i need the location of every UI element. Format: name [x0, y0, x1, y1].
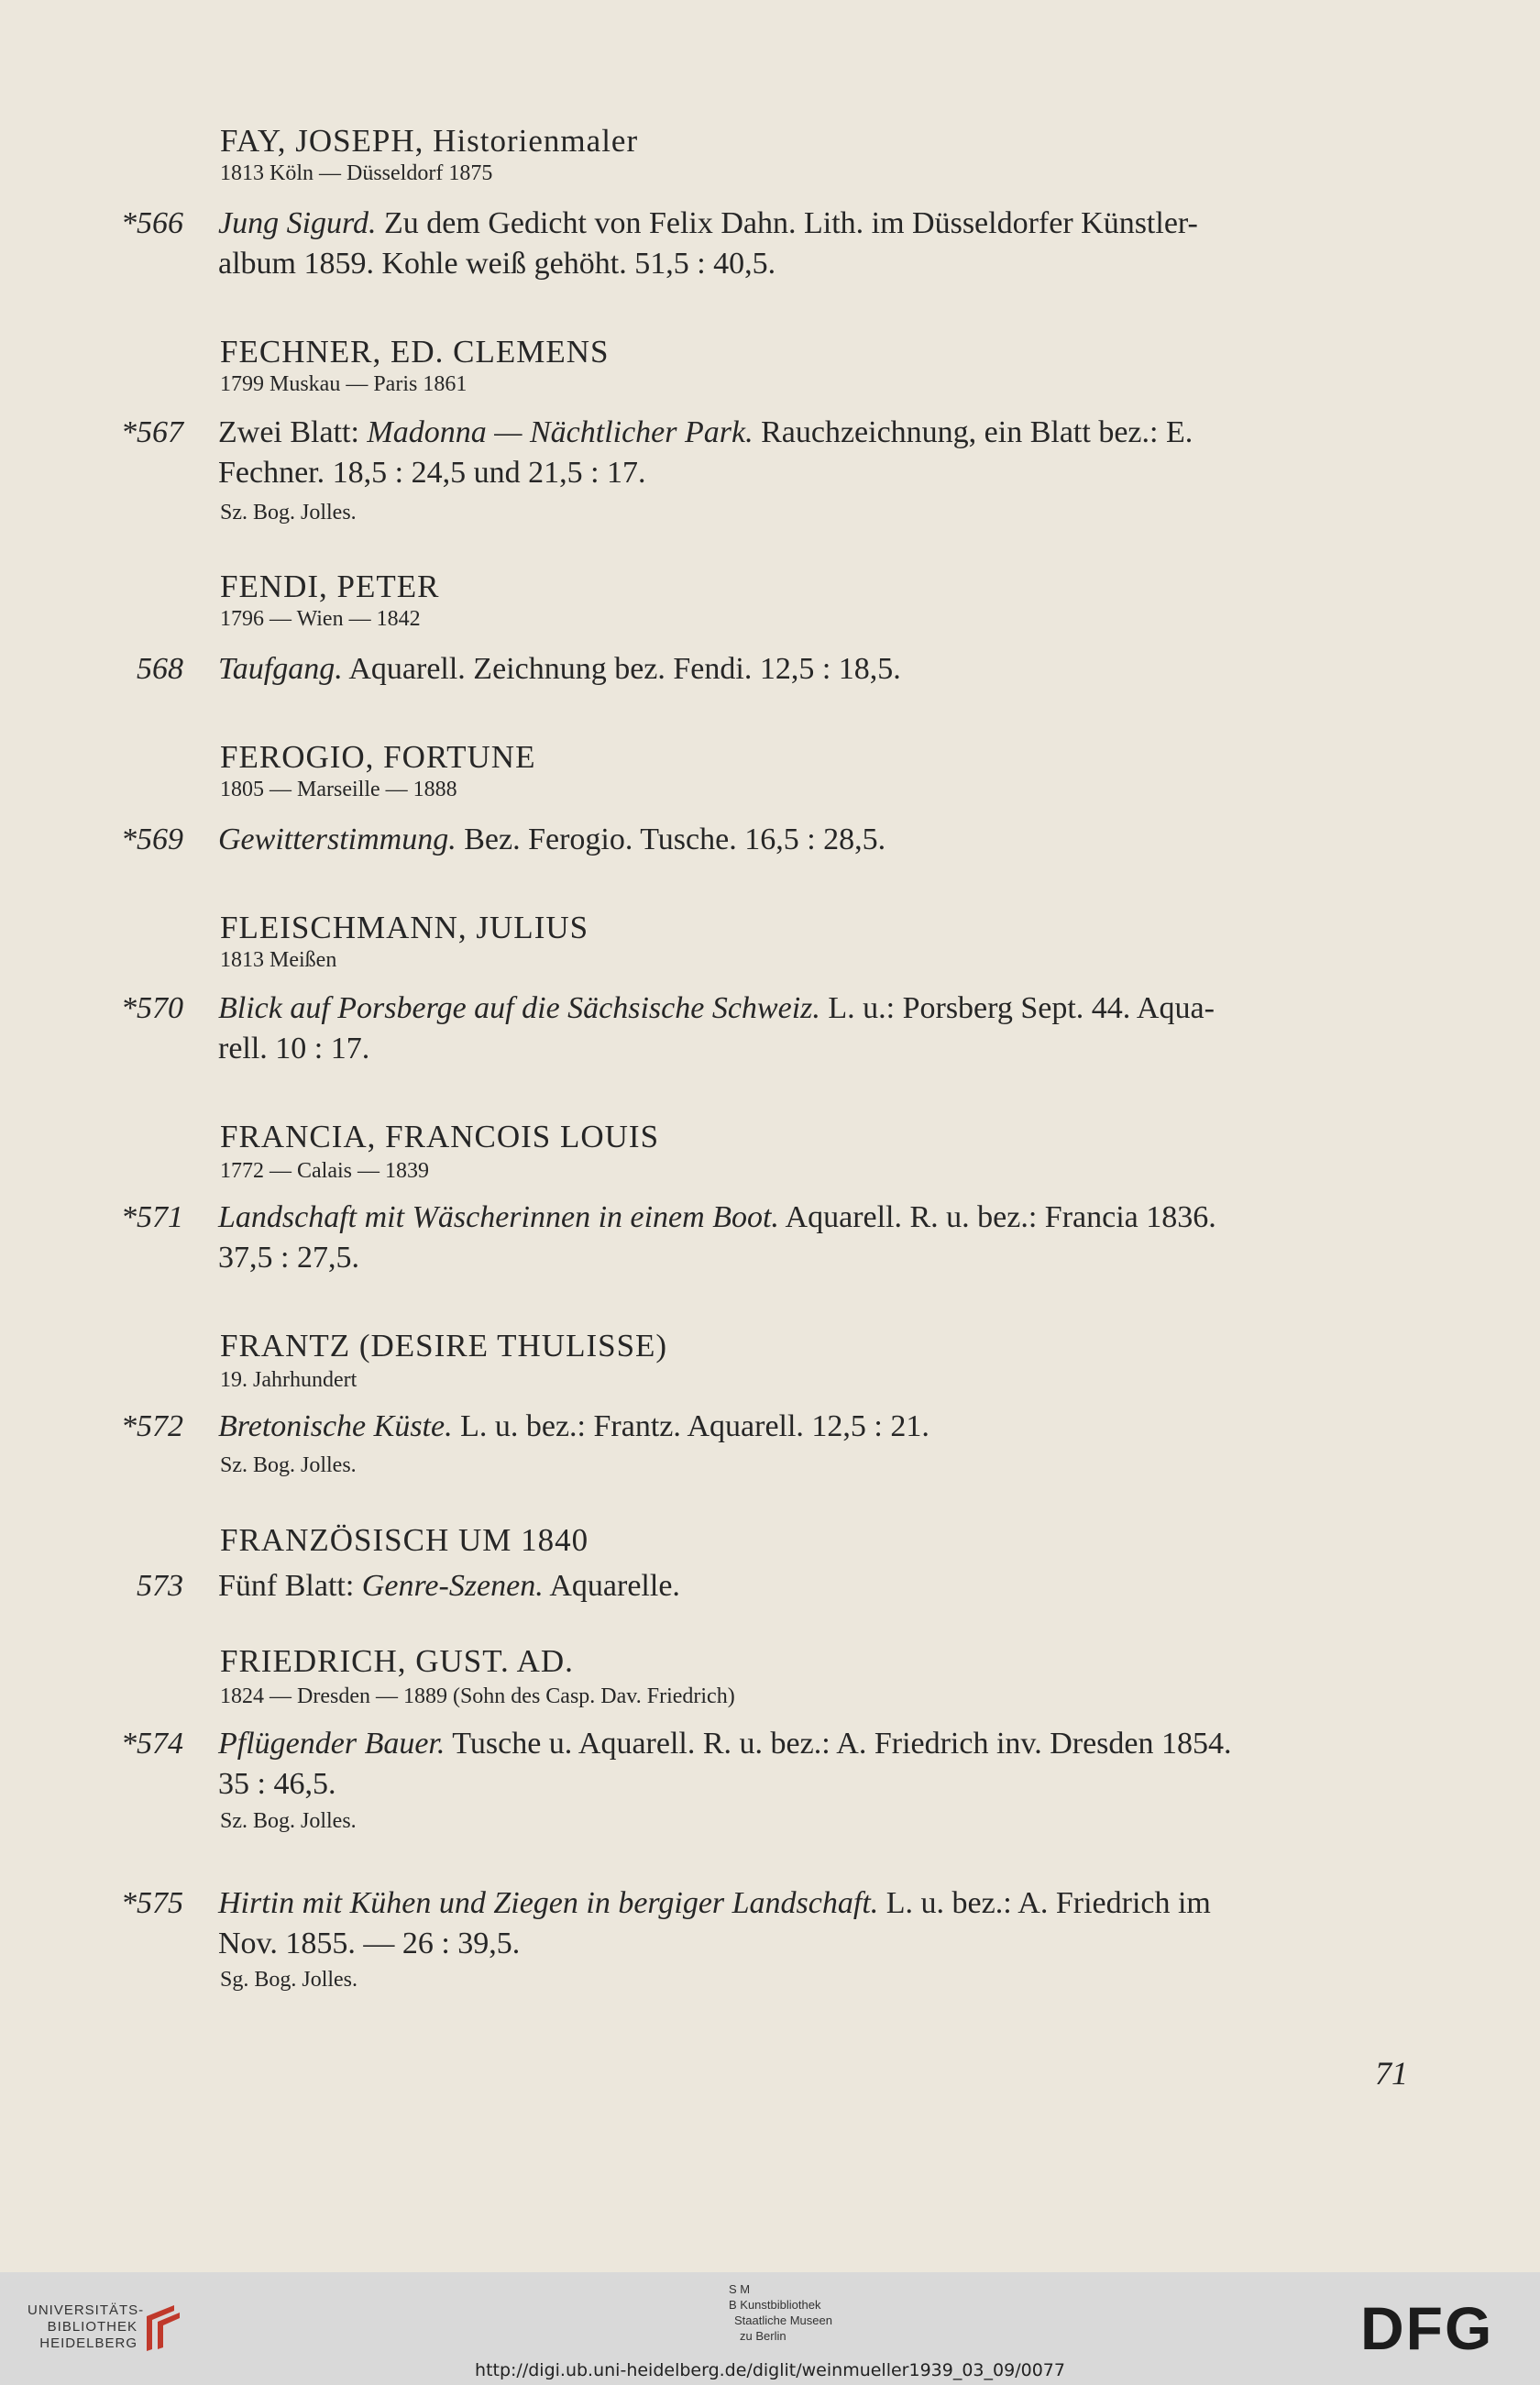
- lot-title: Pflügender Bauer.: [218, 1727, 446, 1761]
- artist-heading: FEROGIO, FORTUNE: [220, 739, 536, 775]
- artist-heading: FECHNER, ED. CLEMENS: [220, 334, 610, 370]
- artist-dates: 1813 Meißen: [220, 948, 337, 972]
- artist-heading: FRANTZ (DESIRE THULISSE): [220, 1328, 668, 1364]
- lot-title: Bretonische Küste.: [218, 1409, 453, 1443]
- artist-dates: 1805 — Marseille — 1888: [220, 778, 457, 801]
- artist-dates: 1824 — Dresden — 1889 (Sohn des Casp. Dav. Friedrich): [220, 1684, 735, 1708]
- dfg-logo: DFG: [1360, 2294, 1494, 2362]
- lot-title: Genre-Szenen.: [361, 1569, 544, 1603]
- lot-number: 568: [137, 652, 183, 686]
- lot-description: Fünf Blatt: Genre-Szenen. Aquarelle.: [218, 1569, 680, 1603]
- lot-title: Jung Sigurd.: [218, 206, 377, 240]
- lot-title: Blick auf Porsberge auf die Sächsische Schweiz.: [218, 991, 820, 1025]
- lot-title: Hirtin mit Kühen und Ziegen in bergiger Landschaft.: [218, 1886, 879, 1920]
- provenance-note: Sg. Bog. Jolles.: [220, 1968, 358, 1992]
- lot-title: Landschaft mit Wäscherinnen in einem Boot.: [218, 1200, 779, 1234]
- lot-number: *569: [121, 823, 183, 856]
- lot-number: *574: [121, 1727, 183, 1761]
- source-url[interactable]: http://digi.ub.uni-heidelberg.de/diglit/weinmueller1939_03_09/0077: [475, 2360, 1065, 2380]
- lot-description: Hirtin mit Kühen und Ziegen in bergiger Landschaft. L. u. bez.: A. Friedrich im Nov. 1855. — 26 : 39,5.: [218, 1886, 1211, 1960]
- lot-title: Madonna — Nächtlicher Park.: [367, 415, 754, 449]
- provenance-note: Sz. Bog. Jolles.: [220, 1809, 357, 1833]
- artist-heading: FENDI, PETER: [220, 569, 440, 604]
- lot-number: *572: [121, 1409, 183, 1443]
- lot-number: *570: [121, 991, 183, 1025]
- lot-description: Zwei Blatt: Madonna — Nächtlicher Park. Rauchzeichnung, ein Blatt bez.: E. Fechner. 18,5 : 24,5 und 21,5 : 17.: [218, 415, 1194, 490]
- lot-number: *575: [121, 1886, 183, 1920]
- artist-dates: 1799 Muskau — Paris 1861: [220, 372, 468, 396]
- heidelberg-logo-icon: [139, 2298, 187, 2355]
- lot-description: Blick auf Porsberge auf die Sächsische Schweiz. L. u.: Porsberg Sept. 44. Aqua- rell. 10 : 17.: [218, 991, 1215, 1066]
- lot-number: *571: [121, 1200, 183, 1234]
- lot-title: Taufgang.: [218, 652, 343, 686]
- digitization-footer: [0, 2272, 1540, 2385]
- provenance-note: Sz. Bog. Jolles.: [220, 501, 357, 524]
- artist-heading: FRANZÖSISCH UM 1840: [220, 1522, 589, 1558]
- lot-description: Gewitterstimmung. Bez. Ferogio. Tusche. 16,5 : 28,5.: [218, 823, 886, 856]
- lot-title: Gewitterstimmung.: [218, 823, 456, 856]
- artist-heading: FRANCIA, FRANCOIS LOUIS: [220, 1119, 660, 1154]
- lot-description: Jung Sigurd. Zu dem Gedicht von Felix Dahn. Lith. im Düsseldorfer Künstler- album 1859. Kohle weiß gehöht. 51,5 : 40,5.: [218, 206, 1198, 281]
- lot-description: Pflügender Bauer. Tusche u. Aquarell. R. u. bez.: A. Friedrich inv. Dresden 1854. 35 : 46,5.: [218, 1727, 1232, 1801]
- lot-description: Taufgang. Aquarell. Zeichnung bez. Fendi. 12,5 : 18,5.: [218, 652, 901, 686]
- artist-dates: 19. Jahrhundert: [220, 1368, 358, 1392]
- artist-dates: 1796 — Wien — 1842: [220, 607, 421, 631]
- artist-heading: FLEISCHMANN, JULIUS: [220, 910, 589, 945]
- library-name: UNIVERSITÄTS- BIBLIOTHEK HEIDELBERG: [28, 2302, 145, 2351]
- smb-logo: S M B Kunstbibliothek Staatliche Museen zu Berlin: [729, 2282, 832, 2343]
- page-number: 71: [1375, 2055, 1408, 2092]
- lot-number: *566: [121, 206, 183, 240]
- lot-description: Landschaft mit Wäscherinnen in einem Boot. Aquarell. R. u. bez.: Francia 1836. 37,5 : 27,5.: [218, 1200, 1216, 1275]
- artist-dates: 1772 — Calais — 1839: [220, 1159, 429, 1183]
- artist-dates: 1813 Köln — Düsseldorf 1875: [220, 161, 493, 185]
- artist-heading: FRIEDRICH, GUST. AD.: [220, 1643, 574, 1679]
- artist-heading: FAY, JOSEPH, Historienmaler: [220, 123, 639, 159]
- lot-number: *567: [121, 415, 183, 449]
- provenance-note: Sz. Bog. Jolles.: [220, 1453, 357, 1477]
- lot-number: 573: [137, 1569, 183, 1603]
- lot-description: Bretonische Küste. L. u. bez.: Frantz. Aquarell. 12,5 : 21.: [218, 1409, 930, 1443]
